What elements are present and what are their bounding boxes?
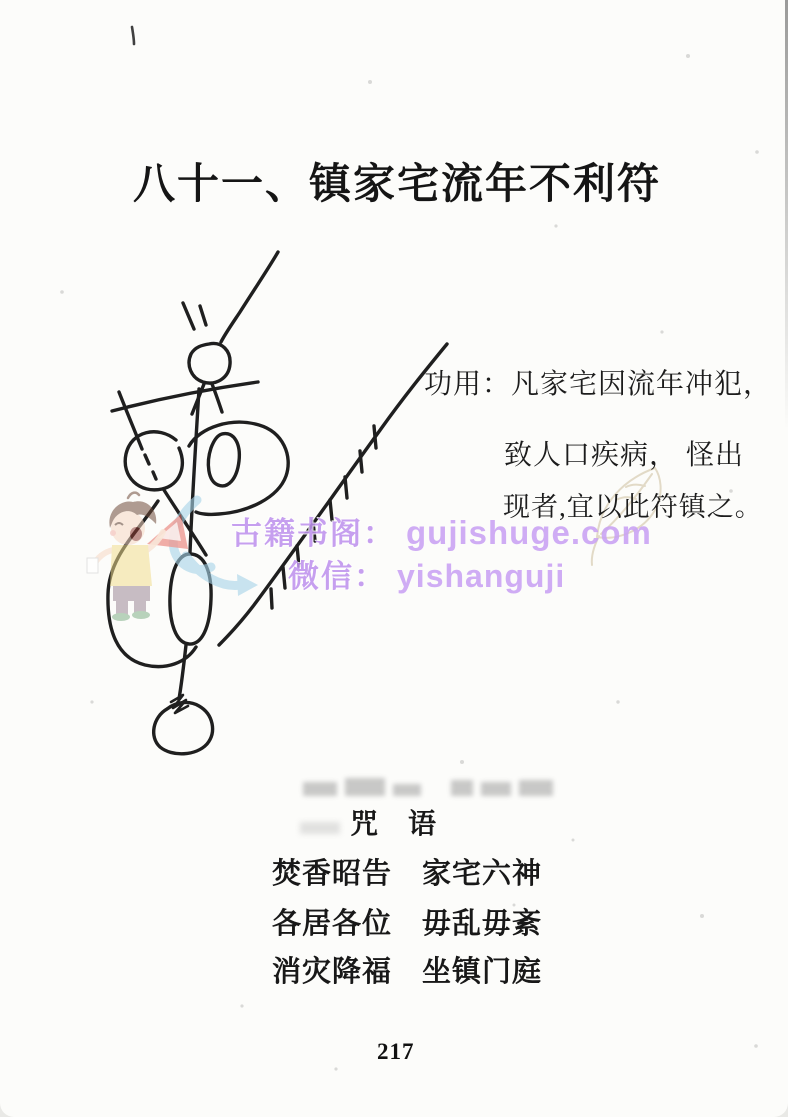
scan-smudge	[300, 822, 340, 834]
incantation-line-3: 消灾降福 坐镇门庭	[272, 956, 543, 988]
watermark-site-url: gujishuge.com	[406, 514, 652, 551]
mascot-kid-icon	[87, 493, 163, 621]
swoosh-arrowhead	[237, 574, 258, 596]
chapter-title: 八十一、镇家宅流年不利符	[133, 160, 662, 207]
watermark-wechat-id: yishanguji	[397, 558, 566, 594]
page-number: 217	[377, 1039, 415, 1064]
watermark-line-1	[231, 514, 652, 552]
incantation-line-1: 焚香昭告 家宅六神	[272, 858, 543, 890]
usage-line-2: 致人口疾病， 怪出	[504, 440, 745, 471]
watermark-line-2	[288, 558, 565, 595]
usage-line-1: 功用：凡家宅因流年冲犯，	[424, 369, 773, 400]
usage-line-3: 现者,宜以此符镇之。	[503, 492, 763, 522]
bleed-through-marks	[303, 772, 563, 796]
incantation-line-2: 各居各位 毋乱毋紊	[272, 908, 543, 940]
watermark-site-label: 古籍书阁：	[231, 516, 396, 551]
watermark-wechat-label: 微信：	[288, 559, 387, 594]
incantation-heading: 咒 语	[350, 809, 438, 840]
megaphone-icon	[147, 514, 188, 549]
